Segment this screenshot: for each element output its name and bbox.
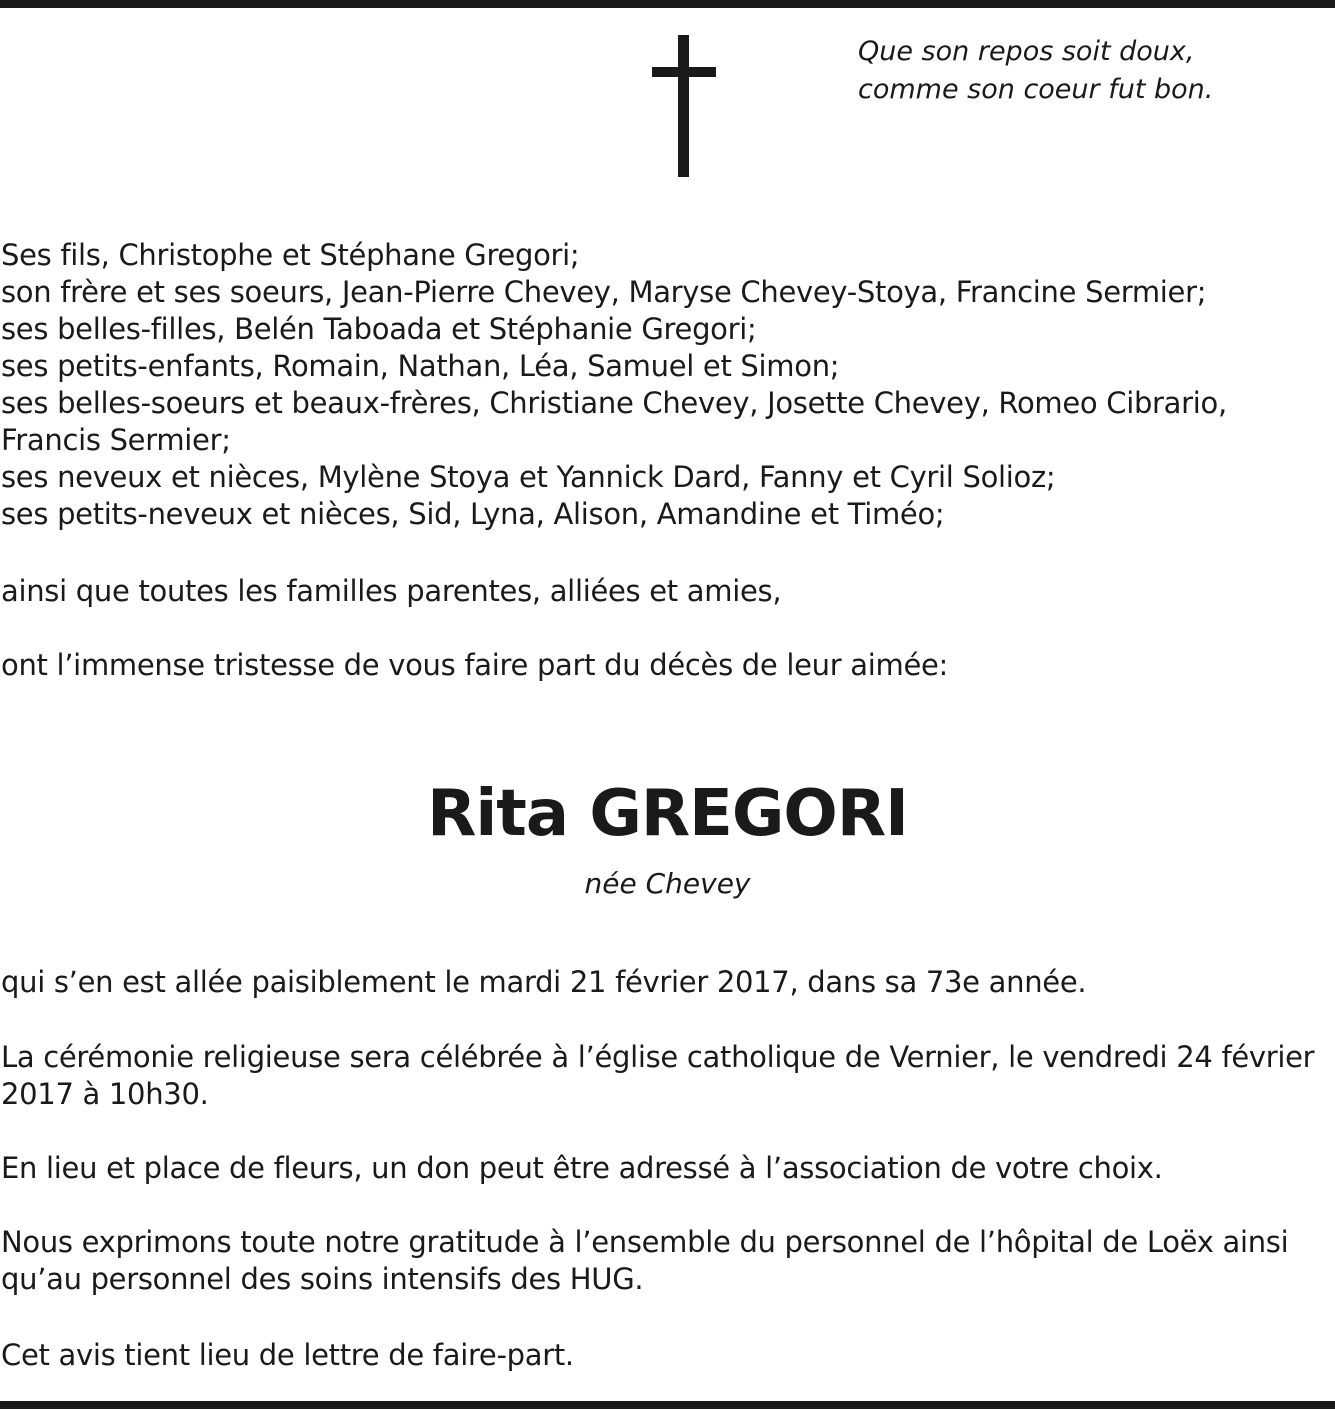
cross-icon [652,35,716,177]
family-line: ses belles-soeurs et beaux-frères, Christiane Chevey, Josette Chevey, Romeo Cibrario, [1,386,1227,420]
family-list [1,237,1227,533]
family-line: son frère et ses soeurs, Jean-Pierre Chevey, Maryse Chevey-Stoya, Francine Sermier; [1,275,1207,309]
closing-line: Cet avis tient lieu de lettre de faire-part. [1,1338,574,1372]
ceremony-line-1: La cérémonie religieuse sera célébrée à l’église catholique de Vernier, le vendredi 24 février [1,1040,1315,1074]
epigraph-line-2: comme son coeur fut bon. [858,74,1214,105]
cross-horizontal-bar [652,67,716,77]
family-line: ses neveux et nièces, Mylène Stoya et Yannick Dard, Fanny et Cyril Solioz; [1,460,1056,494]
epigraph [858,33,1213,109]
family-line: ses petits-neveux et nièces, Sid, Lyna, Alison, Amandine et Timéo; [1,497,945,531]
relatives-line: ainsi que toutes les familles parentes, alliées et amies, [1,574,782,608]
flowers-line: En lieu et place de fleurs, un don peut être adressé à l’association de votre choix. [1,1151,1163,1185]
family-line: Ses fils, Christophe et Stéphane Gregori; [1,238,580,272]
ceremony-paragraph [1,1039,1314,1113]
deceased-maiden-name: née Chevey [584,867,751,900]
epigraph-line-1: Que son repos soit doux, [858,36,1195,67]
cross-vertical-bar [678,35,689,177]
ceremony-line-2: 2017 à 10h30. [1,1077,209,1111]
deceased-name: Rita GREGORI [427,777,908,851]
top-border-rule [0,0,1335,8]
announcement-line: ont l’immense tristesse de vous faire part du décès de leur aimée: [1,648,949,682]
bottom-border-rule [0,1401,1335,1409]
gratitude-line-1: Nous exprimons toute notre gratitude à l’ensemble du personnel de l’hôpital de Loëx ainsi [1,1225,1289,1259]
passing-line: qui s’en est allée paisiblement le mardi 21 février 2017, dans sa 73e année. [1,965,1087,999]
family-line: Francis Sermier; [1,423,231,457]
family-line: ses petits-enfants, Romain, Nathan, Léa, Samuel et Simon; [1,349,840,383]
gratitude-paragraph [1,1224,1288,1298]
gratitude-line-2: qu’au personnel des soins intensifs des HUG. [1,1262,644,1296]
family-line: ses belles-filles, Belén Taboada et Stéphanie Gregori; [1,312,757,346]
